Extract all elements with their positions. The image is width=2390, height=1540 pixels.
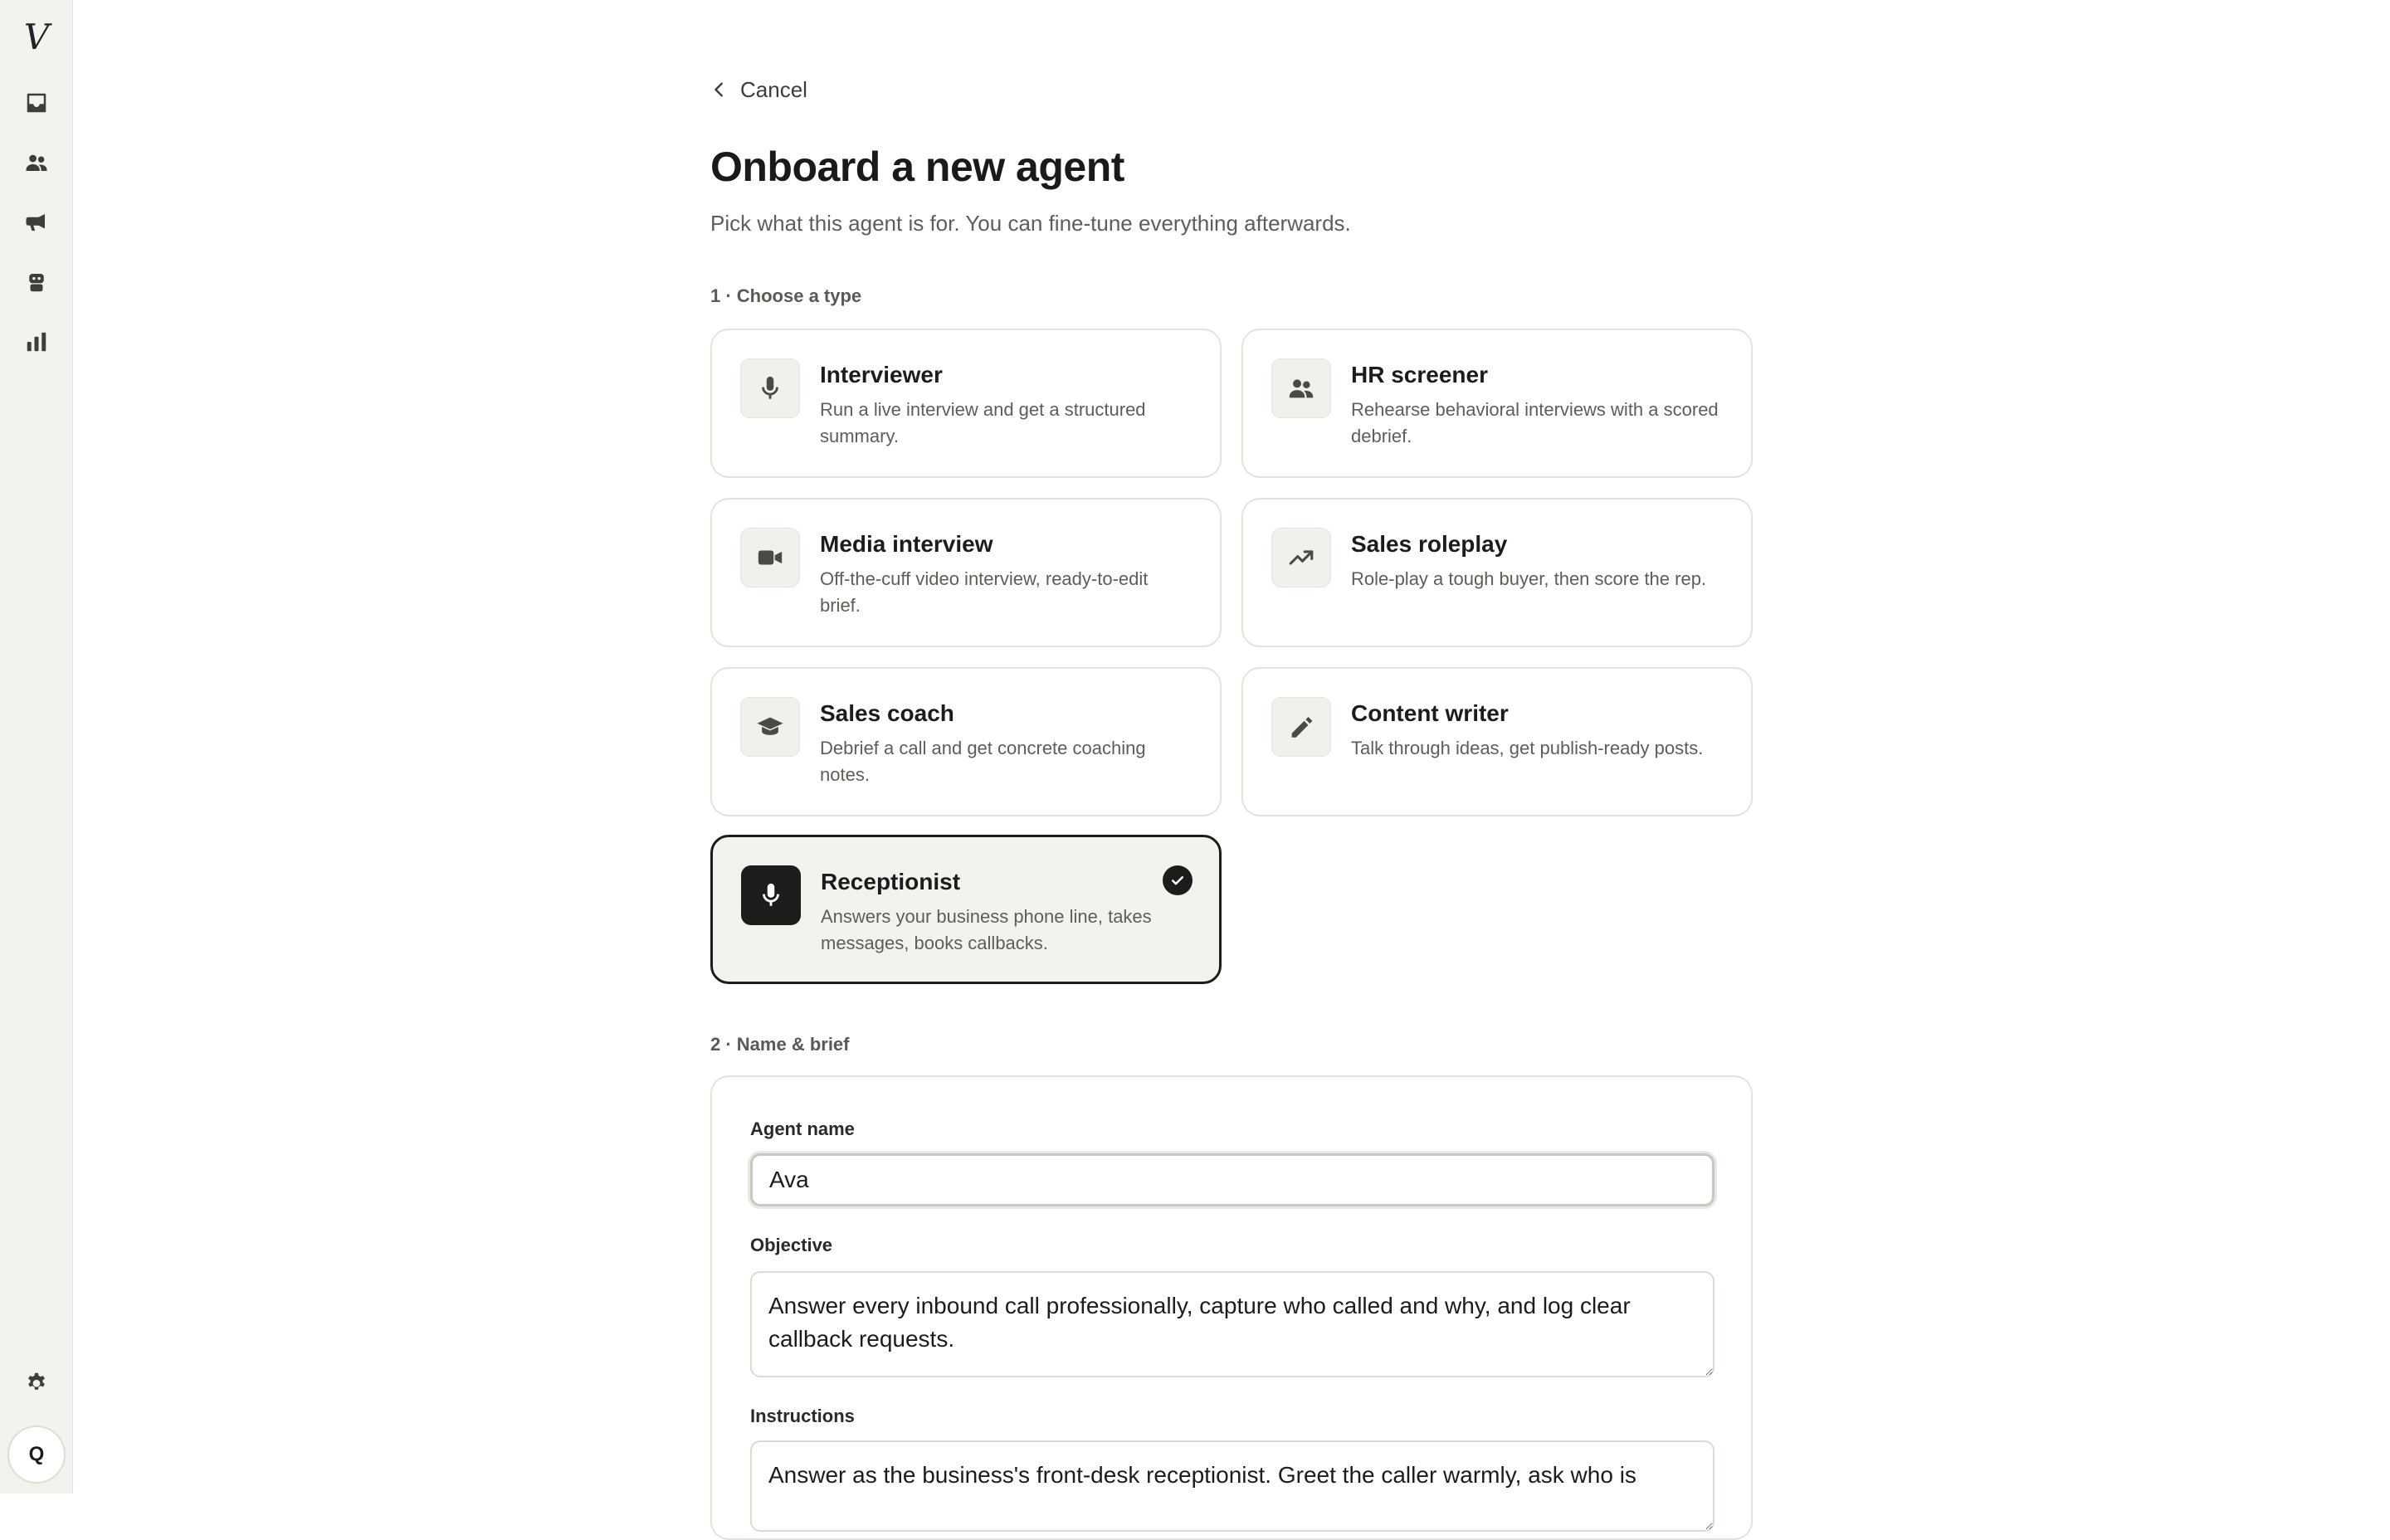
graduation-cap-icon	[740, 697, 800, 757]
page-title: Onboard a new agent	[710, 144, 1124, 190]
card-title: Interviewer	[820, 362, 943, 387]
objective-textarea[interactable]	[750, 1271, 1714, 1377]
type-card-media-interview[interactable]	[710, 498, 1222, 647]
instructions-label: Instructions	[750, 1406, 855, 1426]
type-card-receptionist[interactable]	[710, 835, 1222, 984]
card-description: Debrief a call and get concrete coaching notes.	[820, 738, 1146, 785]
agent-name-label: Agent name	[750, 1118, 855, 1139]
card-description: Rehearse behavioral interviews with a scored debrief.	[1351, 399, 1719, 446]
checkmark-icon	[1163, 865, 1193, 895]
name-brief-panel	[710, 1075, 1753, 1540]
card-description: Role-play a tough buyer, then score the rep.	[1351, 568, 1707, 589]
cancel-label: Cancel	[740, 76, 807, 102]
objective-label: Objective	[750, 1235, 833, 1255]
microphone-icon	[741, 865, 801, 925]
step2-label: 2 · Name & brief	[710, 1034, 850, 1055]
agent-name-input[interactable]	[750, 1153, 1714, 1206]
card-title: Receptionist	[821, 869, 961, 894]
video-camera-icon	[740, 528, 800, 587]
card-description: Talk through ideas, get publish-ready posts.	[1351, 738, 1704, 758]
card-title: HR screener	[1351, 362, 1488, 387]
people-icon[interactable]	[17, 143, 56, 183]
cancel-button[interactable]	[710, 73, 807, 106]
page-subtitle: Pick what this agent is for. You can fine-tune everything afterwards.	[710, 211, 1351, 236]
robot-icon[interactable]	[17, 262, 56, 302]
chevron-left-icon	[710, 80, 729, 99]
card-title: Media interview	[820, 531, 993, 557]
bar-chart-icon[interactable]	[17, 322, 56, 362]
type-card-interviewer[interactable]	[710, 329, 1222, 478]
app-logo[interactable]: V	[23, 16, 50, 57]
type-card-hr-screener[interactable]	[1241, 329, 1753, 478]
card-description: Run a live interview and get a structured summary.	[820, 399, 1146, 446]
inbox-icon[interactable]	[17, 83, 56, 123]
sidebar	[0, 0, 73, 1494]
card-description: Answers your business phone line, takes messages, books callbacks.	[821, 906, 1152, 953]
card-title: Content writer	[1351, 700, 1509, 726]
type-card-sales-roleplay[interactable]	[1241, 498, 1753, 647]
avatar[interactable]: Q	[7, 1425, 66, 1484]
card-description: Off-the-cuff video interview, ready-to-edit brief.	[820, 568, 1149, 616]
card-title: Sales coach	[820, 700, 954, 726]
type-card-content-writer[interactable]	[1241, 667, 1753, 816]
card-title: Sales roleplay	[1351, 531, 1508, 557]
type-card-sales-coach[interactable]	[710, 667, 1222, 816]
gear-icon[interactable]	[17, 1362, 56, 1402]
instructions-textarea[interactable]	[750, 1440, 1714, 1532]
people-icon	[1271, 358, 1331, 418]
microphone-icon	[740, 358, 800, 418]
megaphone-icon[interactable]	[17, 202, 56, 242]
pencil-icon	[1271, 697, 1331, 757]
step1-label: 1 · Choose a type	[710, 285, 862, 306]
trending-up-icon	[1271, 528, 1331, 587]
